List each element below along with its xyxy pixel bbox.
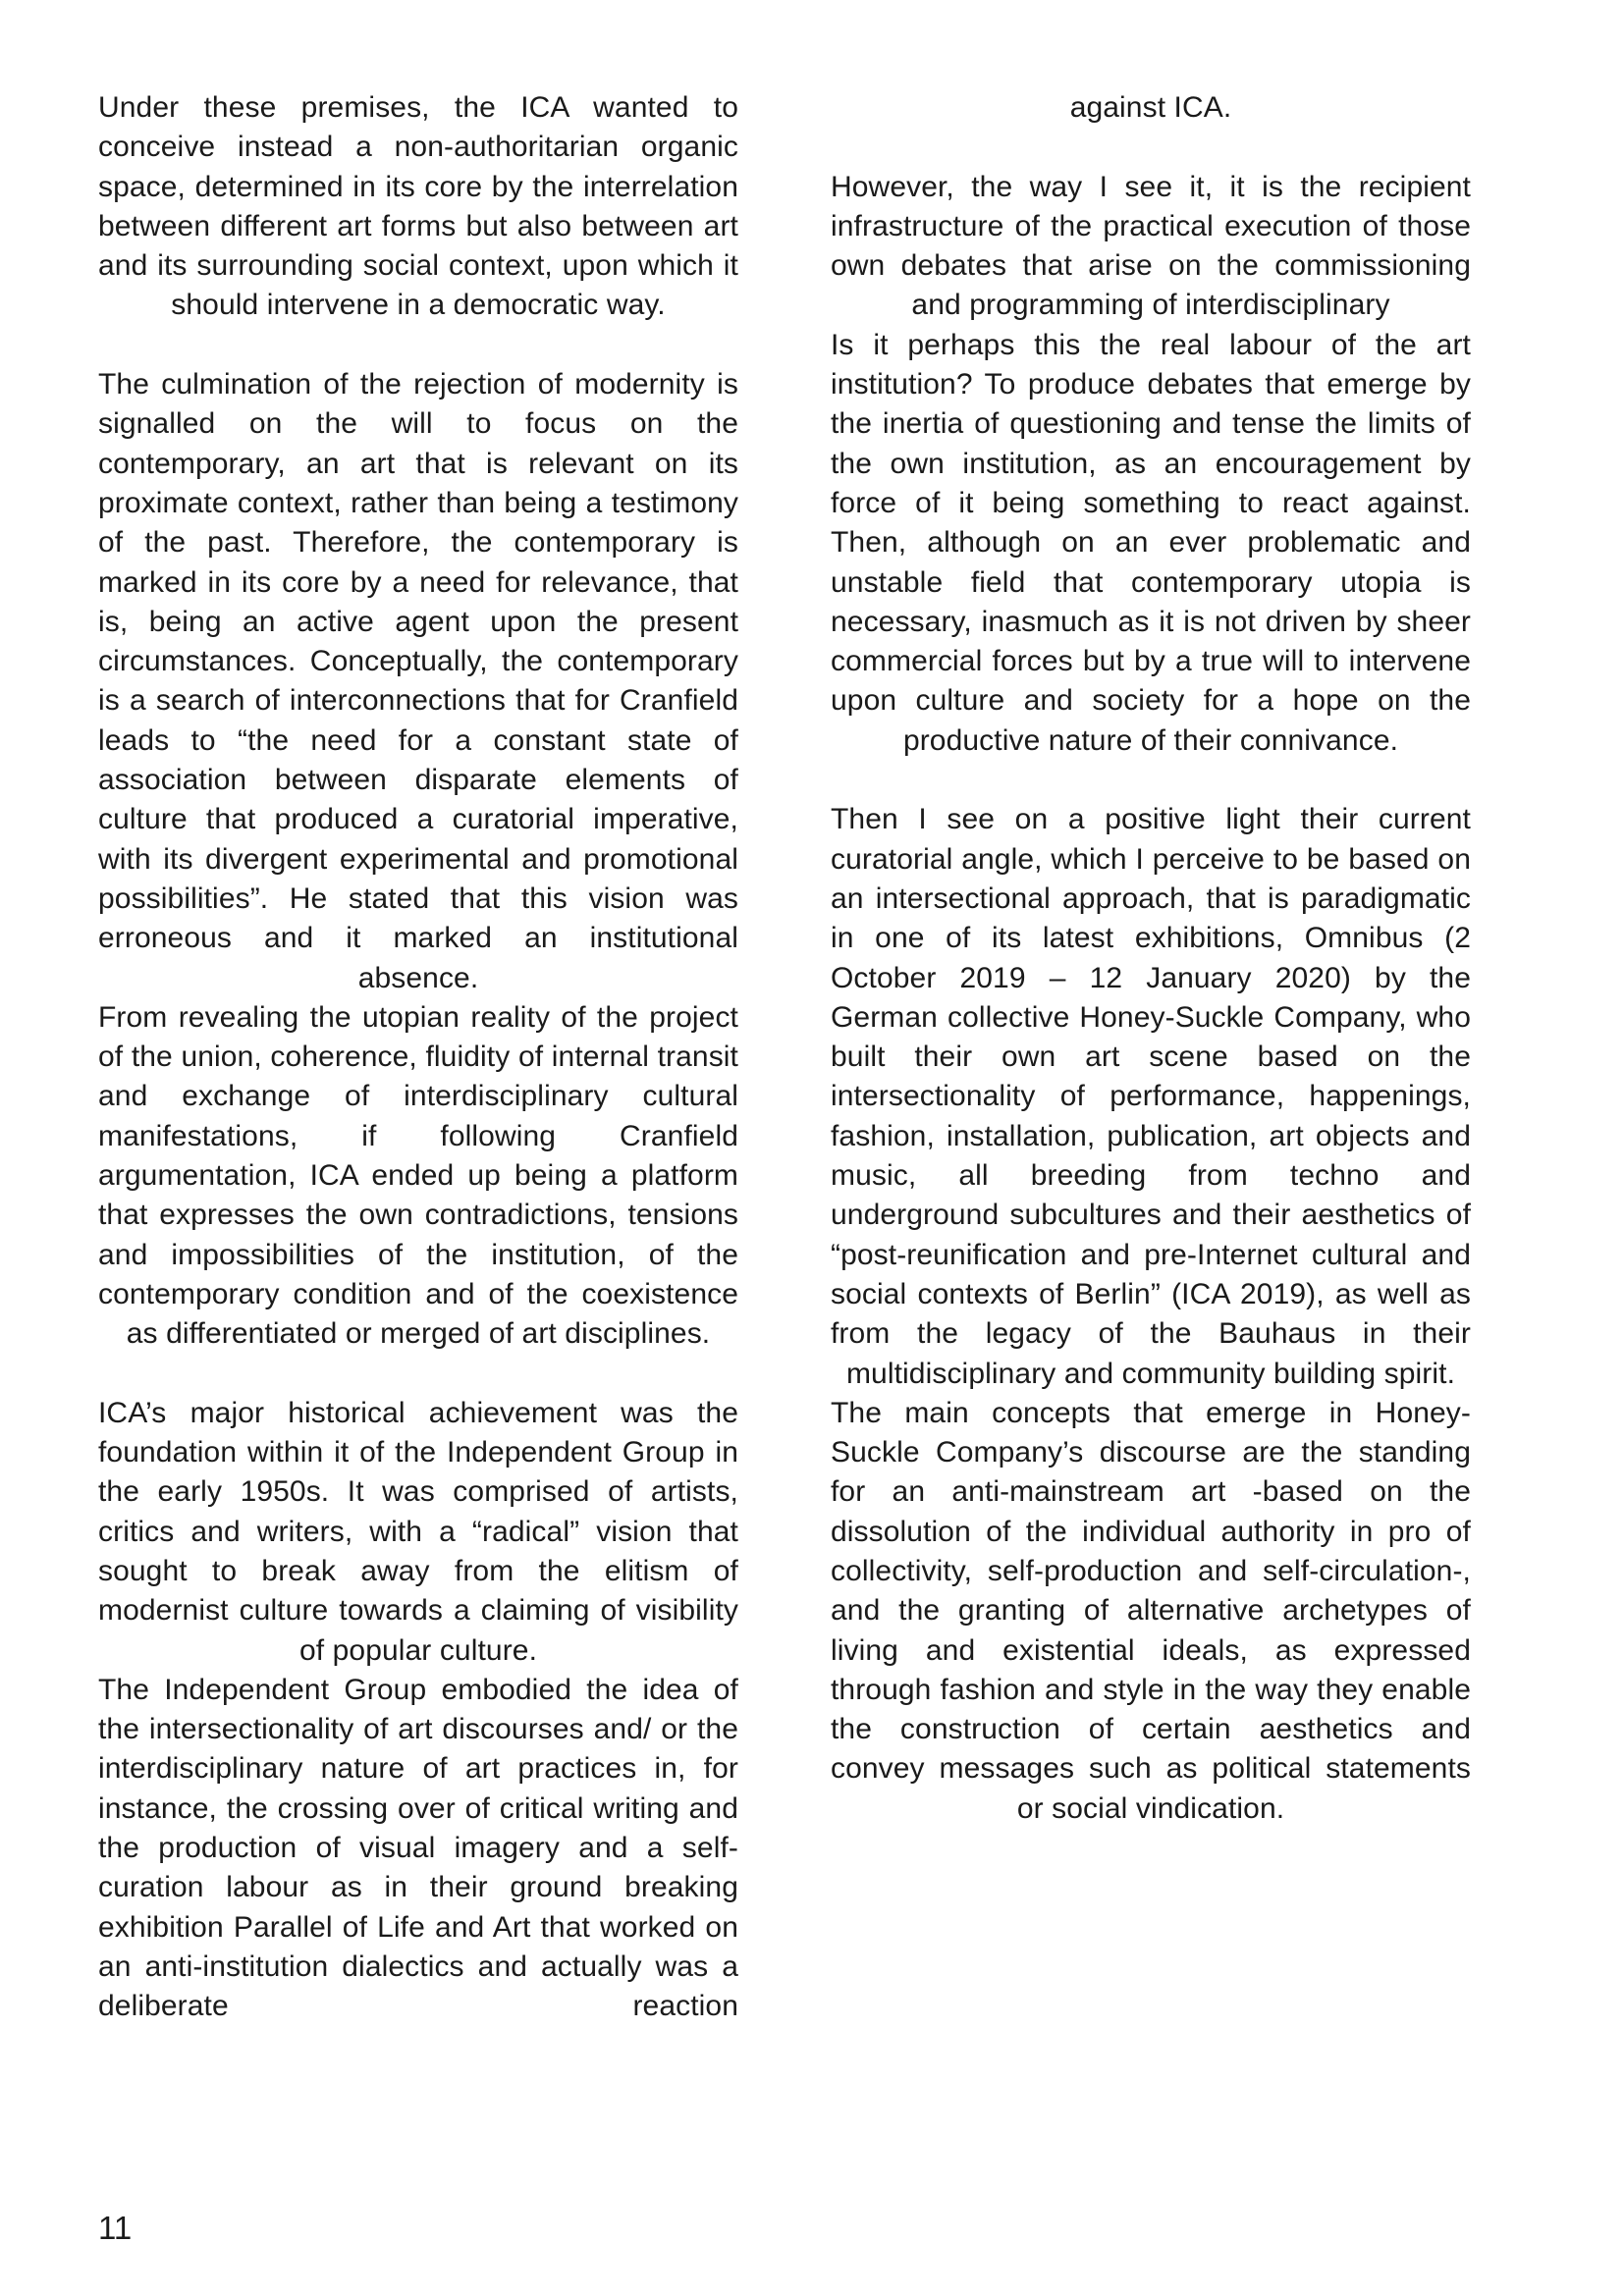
right-paragraph-1: against ICA. xyxy=(1069,91,1232,124)
left-paragraph-2: The culmination of the rejection of modernity is signalled on the will to focus on the contemporary, an art that is relevant on its proximate context, rather than being a testimony of the past. Therefore, the contemporary is marked in its core by a need for relevance, that is, being an active agent upon the present circumstances. Conceptually, the contemporary is a search of interconnections that for Cranfield leads to “the need for a constant state of association between disparate elements of culture that produced a curatorial imperative, with its divergent experimental and promotional possibilities”. He stated that this vision was erroneous and it marked an institutional absence. xyxy=(98,368,738,994)
left-column xyxy=(98,88,738,2027)
paragraph-gap xyxy=(831,761,1471,800)
page-number: 11 xyxy=(98,2210,133,2246)
right-paragraph-2: However, the way I see it, it is the recipient infrastructure of the practical execution of those own debates that arise on the commissioning and programming of interdisciplinary xyxy=(831,170,1471,322)
left-paragraph-1: Under these premises, the ICA wanted to conceive instead a non-authoritarian organic space, determined in its core by the interrelation between different art forms but also between art and its surrounding social context, upon which it should intervene in a democratic way. xyxy=(98,91,738,322)
right-column xyxy=(831,88,1471,1829)
paragraph-gap xyxy=(98,1355,738,1394)
paragraph-gap xyxy=(98,326,738,365)
right-paragraph-5: The main concepts that emerge in Honey-Suckle Company’s discourse are the standing for an anti-mainstream art -based on the dissolution of the individual authority in pro of collectivity, self-production and self-circulation-, and the granting of alternative archetypes of living and existential ideals, as expressed through fashion and style in the way they enable the construction of certain aesthetics and convey messages such as political statements or social vindication. xyxy=(831,1396,1471,1825)
right-paragraph-4: Then I see on a positive light their current curatorial angle, which I perceive to be based on an intersectional approach, that is paradigmatic in one of its latest exhibitions, Omnibus (2 October 2019 – 12 January 2020) by the German collective Honey-Suckle Company, who built their own art scene based on the intersectionality of performance, happenings, fashion, installation, publication, art objects and music, all breeding from techno and underground subcultures and their aesthetics of “post-reunification and pre-Internet cultural and social contexts of Berlin” (ICA 2019), as well as from the legacy of the Bauhaus in their multidisciplinary and community building spirit. xyxy=(831,803,1471,1390)
paragraph-gap xyxy=(831,128,1471,167)
left-paragraph-3: From revealing the utopian reality of the project of the union, coherence, fluidity of internal transit and exchange of interdisciplinary cultural manifestations, if following Cranfield argumentation, ICA ended up being a platform that expresses the own contradictions, tensions and impossibilities of the institution, of the contemporary condition and of the coexistence as differentiated or merged of art disciplines. xyxy=(98,1000,738,1351)
left-paragraph-5: The Independent Group embodied the idea of the intersectionality of art discourses and/ or the interdisciplinary nature of art practices in, for instance, the crossing over of critical writing and the production of visual imagery and a self-curation labour as in their ground breaking exhibition Parallel of Life and Art that worked on an anti-institution dialectics and actually was a deliberate reaction xyxy=(98,1673,738,2023)
left-paragraph-4: ICA’s major historical achievement was the foundation within it of the Independent Group in the early 1950s. It was comprised of artists, critics and writers, with a “radical” vision that sought to break away from the elitism of modernist culture towards a claiming of visibility of popular culture. xyxy=(98,1396,738,1667)
right-paragraph-3: Is it perhaps this the real labour of the art institution? To produce debates that emerge by the inertia of questioning and tense the limits of the own institution, as an encouragement by force of it being something to react against. Then, although on an ever problematic and unstable field that contemporary utopia is necessary, inasmuch as it is not driven by sheer commercial forces but by a true will to intervene upon culture and society for a hope on the productive nature of their connivance. xyxy=(831,328,1471,757)
